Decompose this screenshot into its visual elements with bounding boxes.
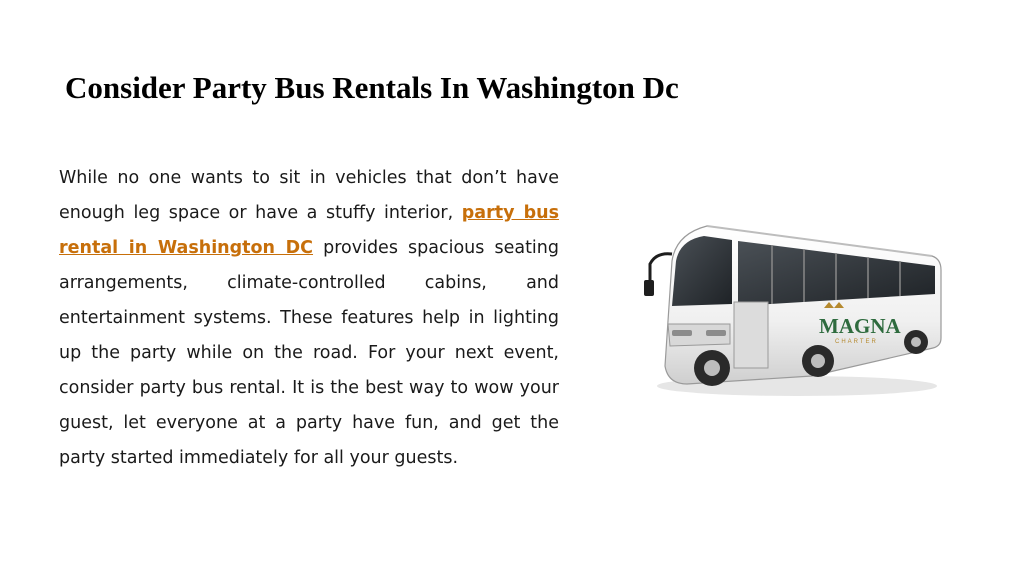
paragraph-text-end: provides spacious seating arrangements, climate-controlled cabins, and entertainment systems. These features help in lighting up the party while on the road. For your next event, consider party bus rental. It is the best way to wow your guest, let everyone at a party have fun, and get the party started immediately for all your guests. [59, 238, 559, 468]
body-paragraph [59, 161, 559, 476]
paragraph-text-start: While no one wants to sit in vehicles that don’t have enough leg space or have a stuffy interior, [59, 168, 559, 223]
party-bus-rental-link[interactable]: party bus rental in Washington DC [59, 203, 560, 258]
bus-logo-text: MAGNA [819, 314, 901, 338]
bus-image [632, 206, 946, 402]
slide-title: Consider Party Bus Rentals In Washington Dc [65, 70, 679, 105]
bus-logo-subtext: CHARTER [835, 339, 878, 345]
